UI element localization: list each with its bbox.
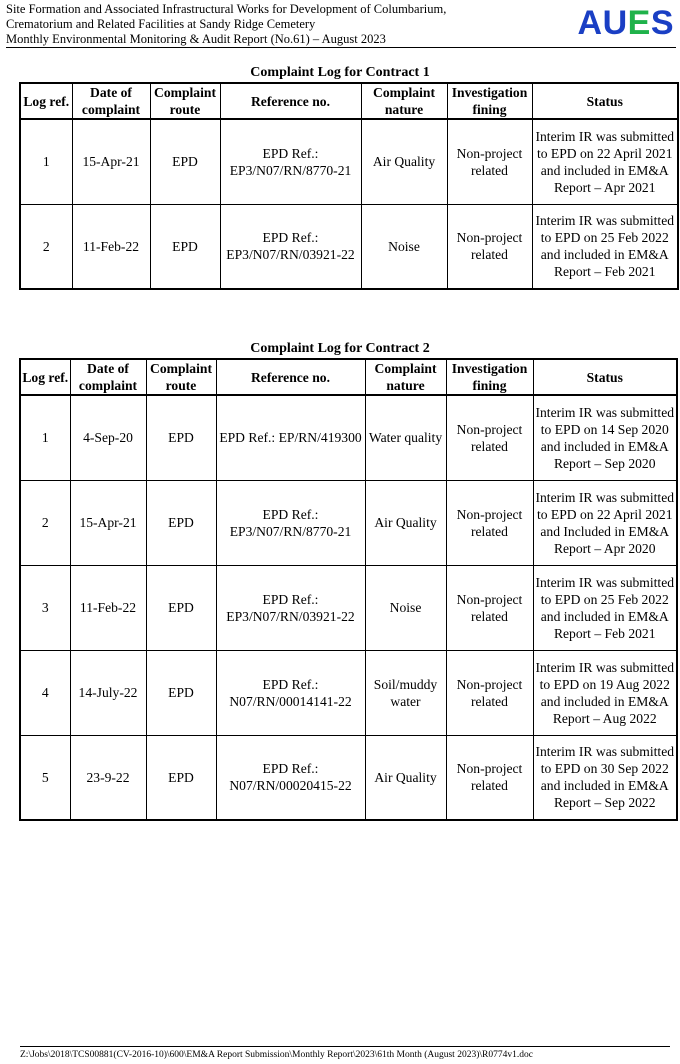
col-route: Complaint route [146, 359, 216, 395]
cell-status: Interim IR was submitted to EPD on 30 Sep 2022 and included in EM&A Report – Sep 2022 [533, 735, 677, 820]
cell-date: 23-9-22 [70, 735, 146, 820]
footer-file-path: Z:\Jobs\2018\TCS00881(CV-2016-10)\600\EM&A Report Submission\Monthly Report\2023\61th Month (August 2023)\R0774v1.doc [20, 1046, 670, 1061]
cell-investigation: Non-project related [446, 565, 533, 650]
cell-log-ref: 1 [20, 119, 72, 204]
logo-s: S [650, 4, 674, 42]
cell-reference: EPD Ref.: N07/RN/00020415-22 [216, 735, 365, 820]
table-2-title: Complaint Log for Contract 2 [250, 341, 430, 356]
cell-nature: Soil/muddy water [365, 650, 446, 735]
cell-investigation: Non-project related [447, 204, 532, 289]
col-route: Complaint route [150, 83, 220, 119]
cell-nature: Air Quality [361, 119, 447, 204]
table-row [20, 204, 678, 289]
cell-reference: EPD Ref.: N07/RN/00014141-22 [216, 650, 365, 735]
table-row [20, 395, 677, 480]
cell-route: EPD [146, 395, 216, 480]
col-date: Date of complaint [70, 359, 146, 395]
cell-route: EPD [146, 480, 216, 565]
cell-investigation: Non-project related [446, 650, 533, 735]
cell-nature: Water quality [365, 395, 446, 480]
cell-route: EPD [150, 204, 220, 289]
col-reference: Reference no. [216, 359, 365, 395]
header-text [6, 2, 446, 47]
cell-investigation: Non-project related [447, 119, 532, 204]
page-header [6, 2, 676, 48]
cell-reference: EPD Ref.: EP3/N07/RN/8770-21 [216, 480, 365, 565]
cell-date: 15-Apr-21 [72, 119, 150, 204]
col-nature: Complaint nature [361, 83, 447, 119]
header-line-3: Monthly Environmental Monitoring & Audit Report (No.61) – August 2023 [6, 32, 386, 46]
cell-nature: Air Quality [365, 735, 446, 820]
cell-status: Interim IR was submitted to EPD on 19 Aug 2022 and included in EM&A Report – Aug 2022 [533, 650, 677, 735]
cell-route: EPD [150, 119, 220, 204]
table-row [20, 565, 677, 650]
col-reference: Reference no. [220, 83, 361, 119]
complaint-log-table-contract-2 [19, 358, 678, 821]
col-status: Status [533, 359, 677, 395]
cell-status: Interim IR was submitted to EPD on 22 April 2021 and Included in EM&A Report – Apr 2020 [533, 480, 677, 565]
logo-e: E [627, 4, 651, 42]
complaint-log-table-contract-1 [19, 82, 679, 290]
cell-reference: EPD Ref.: EP/RN/419300 [216, 395, 365, 480]
col-log-ref: Log ref. [20, 359, 70, 395]
cell-date: 14-July-22 [70, 650, 146, 735]
col-log-ref: Log ref. [20, 83, 72, 119]
aues-logo [578, 4, 674, 42]
logo-au: AU [577, 4, 628, 42]
cell-route: EPD [146, 650, 216, 735]
cell-date: 4-Sep-20 [70, 395, 146, 480]
table-row [20, 735, 677, 820]
cell-route: EPD [146, 565, 216, 650]
cell-reference: EPD Ref.: EP3/N07/RN/03921-22 [216, 565, 365, 650]
cell-reference: EPD Ref.: EP3/N07/RN/03921-22 [220, 204, 361, 289]
cell-route: EPD [146, 735, 216, 820]
cell-log-ref: 1 [20, 395, 70, 480]
col-status: Status [532, 83, 678, 119]
cell-date: 15-Apr-21 [70, 480, 146, 565]
cell-log-ref: 3 [20, 565, 70, 650]
cell-reference: EPD Ref.: EP3/N07/RN/8770-21 [220, 119, 361, 204]
cell-log-ref: 2 [20, 480, 70, 565]
cell-status: Interim IR was submitted to EPD on 25 Feb 2022 and included in EM&A Report – Feb 2021 [533, 565, 677, 650]
col-nature: Complaint nature [365, 359, 446, 395]
cell-status: Interim IR was submitted to EPD on 25 Feb 2022 and included in EM&A Report – Feb 2021 [532, 204, 678, 289]
cell-status: Interim IR was submitted to EPD on 14 Sep 2020 and included in EM&A Report – Sep 2020 [533, 395, 677, 480]
table-row [20, 650, 677, 735]
col-date: Date of complaint [72, 83, 150, 119]
col-investigation: Investigation fining [447, 83, 532, 119]
cell-status: Interim IR was submitted to EPD on 22 April 2021 and included in EM&A Report – Apr 2021 [532, 119, 678, 204]
col-investigation: Investigation fining [446, 359, 533, 395]
cell-nature: Noise [361, 204, 447, 289]
table-header-row [20, 359, 677, 395]
table-row [20, 119, 678, 204]
cell-log-ref: 4 [20, 650, 70, 735]
cell-nature: Air Quality [365, 480, 446, 565]
cell-nature: Noise [365, 565, 446, 650]
table-header-row [20, 83, 678, 119]
cell-log-ref: 5 [20, 735, 70, 820]
cell-investigation: Non-project related [446, 395, 533, 480]
cell-date: 11-Feb-22 [72, 204, 150, 289]
table-row [20, 480, 677, 565]
cell-date: 11-Feb-22 [70, 565, 146, 650]
header-line-2: Crematorium and Related Facilities at Sandy Ridge Cemetery [6, 17, 316, 31]
cell-log-ref: 2 [20, 204, 72, 289]
cell-investigation: Non-project related [446, 480, 533, 565]
table-1-title: Complaint Log for Contract 1 [250, 65, 430, 80]
header-line-1: Site Formation and Associated Infrastructural Works for Development of Columbarium, [6, 2, 447, 16]
cell-investigation: Non-project related [446, 735, 533, 820]
